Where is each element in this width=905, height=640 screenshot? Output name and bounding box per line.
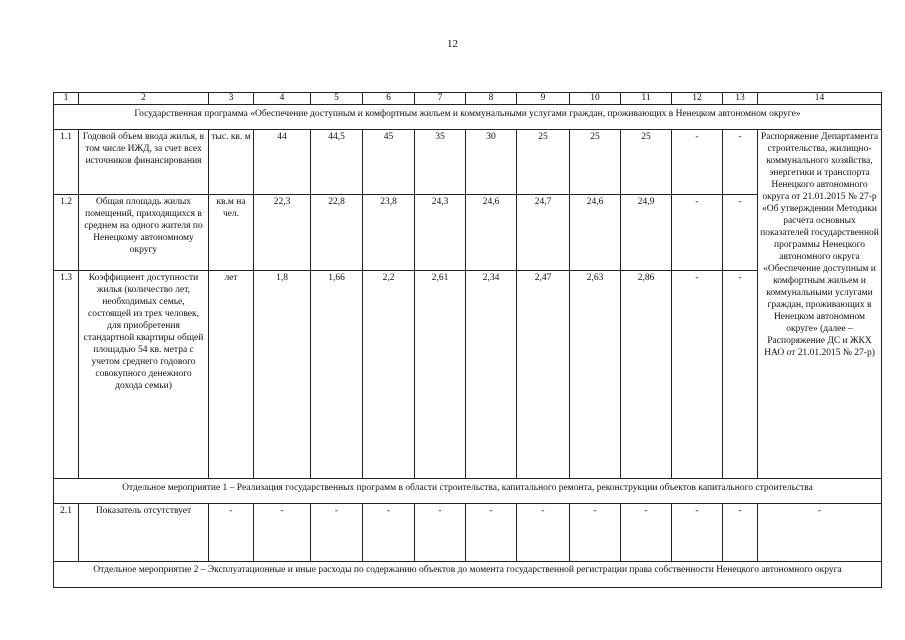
row-number: 1.2 (54, 195, 79, 271)
header-cell: 7 (415, 93, 466, 105)
header-cell: 9 (517, 93, 570, 105)
value-cell: - (466, 504, 517, 562)
unit-cell: лет (209, 271, 254, 479)
header-cell: 11 (621, 93, 672, 105)
value-cell: 23,8 (363, 195, 415, 271)
value-cell: 30 (466, 130, 517, 195)
activity1-title: Отдельное мероприятие 1 – Реализация государственных программ в области строительства, капитального ремонта, реконструкции объектов капитального строительства (54, 479, 882, 504)
header-cell: 3 (209, 93, 254, 105)
row-number: 1.1 (54, 130, 79, 195)
value-cell: - (570, 504, 621, 562)
indicator-name: Показатель отсутствует (79, 504, 209, 562)
value-cell: 2,34 (466, 271, 517, 479)
value-cell: 24,6 (466, 195, 517, 271)
value-cell: - (672, 195, 723, 271)
header-cell: 1 (54, 93, 79, 105)
value-cell: 45 (363, 130, 415, 195)
header-cell: 13 (723, 93, 758, 105)
value-cell: - (723, 130, 758, 195)
row-number: 2.1 (54, 504, 79, 562)
table-row (54, 504, 882, 562)
header-cell: 10 (570, 93, 621, 105)
unit-cell: - (209, 504, 254, 562)
value-cell: 2,86 (621, 271, 672, 479)
program-title: Государственная программа «Обеспечение доступным и комфортным жильем и коммунальными услугами граждан, проживающих в Ненецком автономном округе» (54, 105, 882, 130)
value-cell: 35 (415, 130, 466, 195)
value-cell: 1,66 (311, 271, 363, 479)
unit-cell: тыс. кв. м (209, 130, 254, 195)
value-cell: - (363, 504, 415, 562)
header-cell: 12 (672, 93, 723, 105)
header-cell: 8 (466, 93, 517, 105)
table-row (54, 271, 882, 479)
value-cell: 25 (570, 130, 621, 195)
value-cell: 24,3 (415, 195, 466, 271)
value-cell: 25 (621, 130, 672, 195)
value-cell: 25 (517, 130, 570, 195)
header-cell: 6 (363, 93, 415, 105)
header-cell: 4 (254, 93, 311, 105)
indicator-name: Общая площадь жилых помещений, приходящихся в среднем на одного жителя по Ненецкому автономному округу (79, 195, 209, 271)
value-cell: 24,6 (570, 195, 621, 271)
program-title-row (54, 105, 882, 130)
page-number: 12 (447, 38, 458, 50)
value-cell: - (311, 504, 363, 562)
value-cell: 44 (254, 130, 311, 195)
table-row (54, 195, 882, 271)
table-row (54, 130, 882, 195)
value-cell: 24,7 (517, 195, 570, 271)
note-cell: - (758, 504, 882, 562)
value-cell: - (672, 271, 723, 479)
value-cell: 2,47 (517, 271, 570, 479)
value-cell: - (723, 271, 758, 479)
value-cell: 1,8 (254, 271, 311, 479)
header-cell: 5 (311, 93, 363, 105)
indicators-table (53, 92, 882, 588)
indicator-name: Коэффициент доступности жилья (количество лет, необходимых семье, состоящей из трех человек, для приобретения стандартной квартиры общей площадью 54 кв. метра с учетом среднего годового совокупного денежного дохода семьи) (79, 271, 209, 479)
value-cell: 24,9 (621, 195, 672, 271)
value-cell: - (254, 504, 311, 562)
activity1-title-row (54, 479, 882, 504)
value-cell: - (723, 195, 758, 271)
value-cell: - (517, 504, 570, 562)
value-cell: 22,3 (254, 195, 311, 271)
row-number: 1.3 (54, 271, 79, 479)
value-cell: 2,61 (415, 271, 466, 479)
header-cell: 14 (758, 93, 882, 105)
value-cell: 2,2 (363, 271, 415, 479)
unit-cell: кв.м на чел. (209, 195, 254, 271)
activity2-title-row (54, 562, 882, 588)
header-row (54, 93, 882, 105)
activity2-title: Отдельное мероприятие 2 – Эксплуатационные и иные расходы по содержанию объектов до момента государственной регистрации права собственности Ненецкого автономного округа (54, 562, 882, 588)
value-cell: 2,63 (570, 271, 621, 479)
value-cell: - (723, 504, 758, 562)
value-cell: - (672, 130, 723, 195)
value-cell: - (672, 504, 723, 562)
value-cell: 22,8 (311, 195, 363, 271)
value-cell: - (415, 504, 466, 562)
header-cell: 2 (79, 93, 209, 105)
value-cell: - (621, 504, 672, 562)
method-note: Распоряжение Департамента строительства, жилищно-коммунального хозяйства, энергетики и транспорта Ненецкого автономного округа от 21.01.2015 № 27-р «Об утверждении Методики расчета основных показателей государственной программы Ненецкого автономного округа «Обеспечение доступным и комфортным жильем и коммунальными услугами граждан, проживающих в Ненецком автономном округе» (далее – Распоряжение ДС и ЖКХ НАО от 21.01.2015 № 27-р) (758, 130, 882, 479)
indicator-name: Годовой объем ввода жилья, в том числе ИЖД, за счет всех источников финансирования (79, 130, 209, 195)
value-cell: 44,5 (311, 130, 363, 195)
